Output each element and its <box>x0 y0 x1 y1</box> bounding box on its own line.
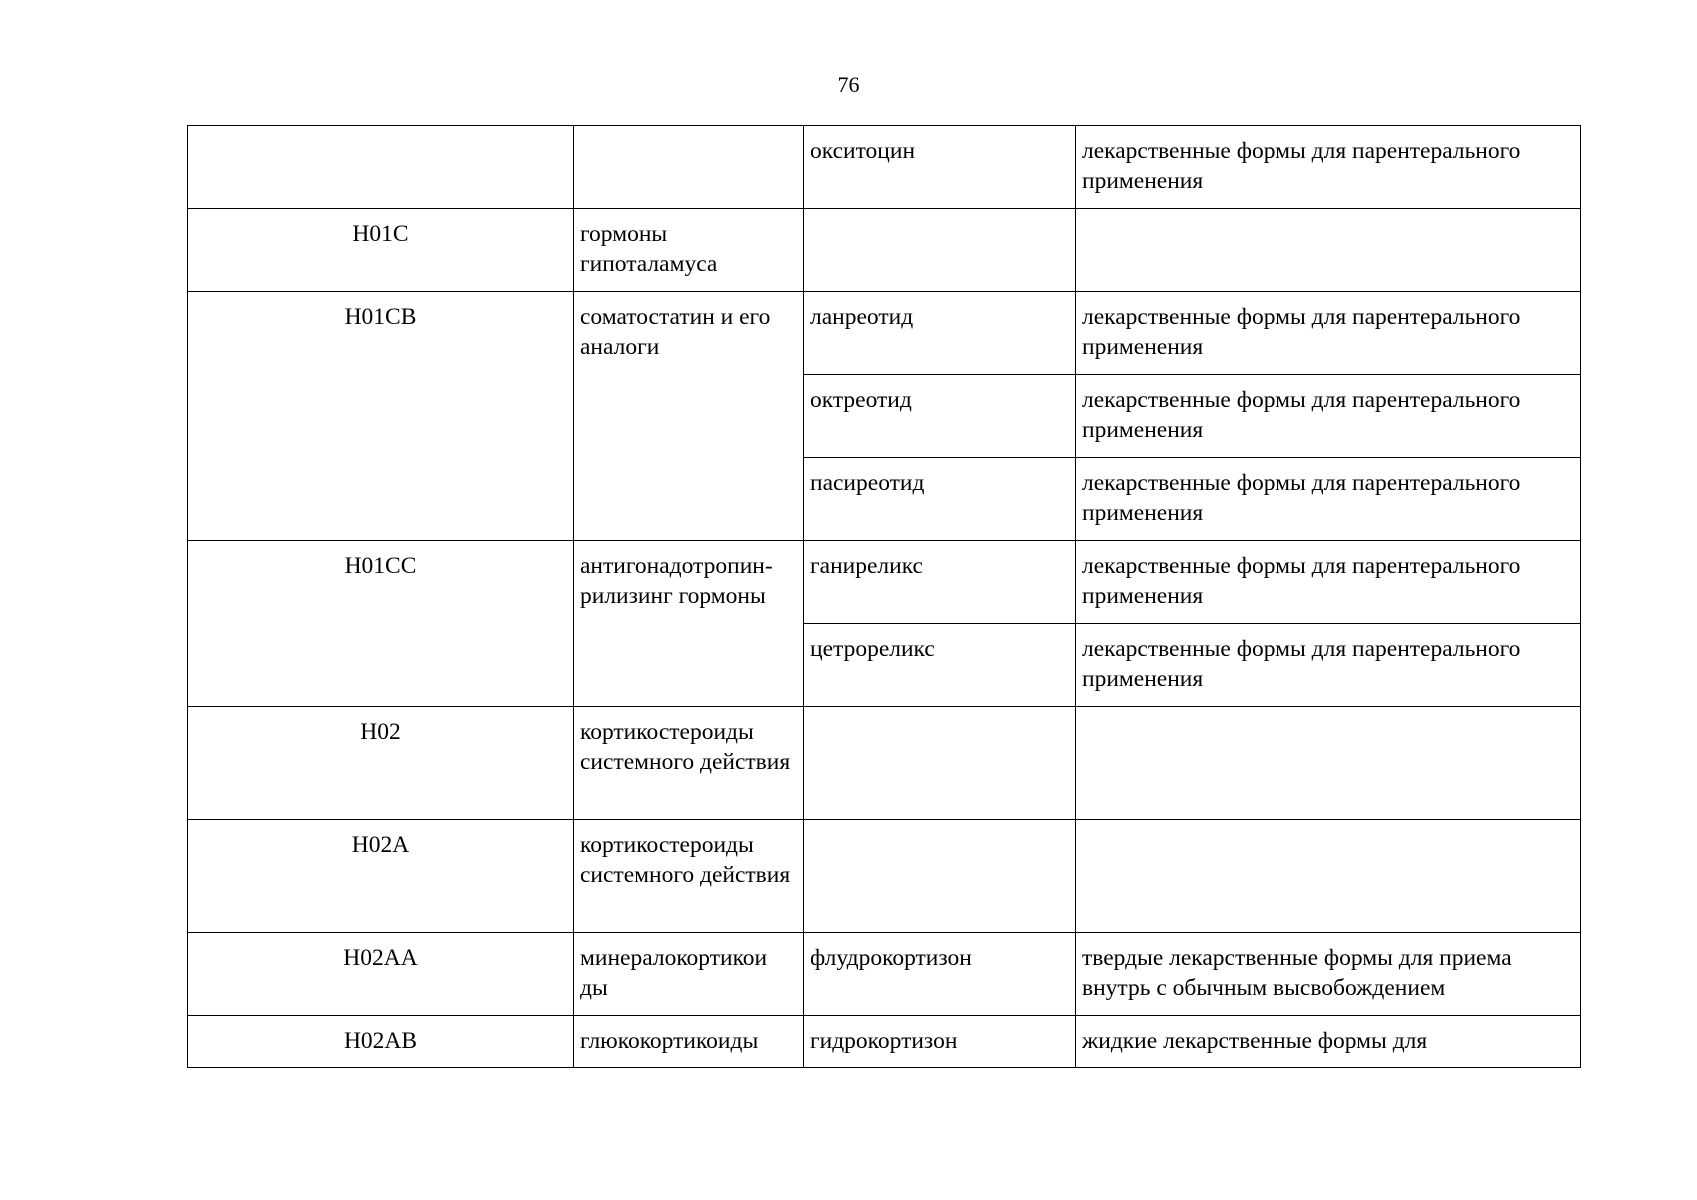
atc-code-cell: H02AB <box>188 1016 574 1068</box>
drug-cell <box>804 707 1076 820</box>
table-row <box>188 933 1581 1016</box>
table-row <box>188 209 1581 292</box>
page-number: 76 <box>837 72 860 97</box>
group-cell: минералокортикои ды <box>574 933 804 1016</box>
dosage-form-cell: лекарственные формы для парентерального применения <box>1076 126 1581 209</box>
table-row <box>188 820 1581 933</box>
table-row <box>188 1016 1581 1068</box>
group-cell: соматостатин и его аналоги <box>574 292 804 541</box>
drug-cell: флудрокортизон <box>804 933 1076 1016</box>
dosage-form-cell: лекарственные формы для парентерального применения <box>1076 624 1581 707</box>
group-cell: антигонадотропин-рилизинг гормоны <box>574 541 804 707</box>
dosage-form-cell: лекарственные формы для парентерального применения <box>1076 458 1581 541</box>
atc-code-cell: H02AA <box>188 933 574 1016</box>
group-cell <box>574 126 804 209</box>
atc-code-cell <box>188 126 574 209</box>
group-cell: кортикостероиды системного действия <box>574 707 804 820</box>
drug-cell: пасиреотид <box>804 458 1076 541</box>
atc-code-cell: H01CB <box>188 292 574 541</box>
drug-cell: окситоцин <box>804 126 1076 209</box>
dosage-form-cell <box>1076 707 1581 820</box>
dosage-form-cell: жидкие лекарственные формы для <box>1076 1016 1581 1068</box>
dosage-form-cell <box>1076 820 1581 933</box>
atc-code-cell: H02A <box>188 820 574 933</box>
dosage-form-cell: лекарственные формы для парентерального применения <box>1076 375 1581 458</box>
group-cell: гормоны гипоталамуса <box>574 209 804 292</box>
table-row <box>188 126 1581 209</box>
dosage-form-cell: лекарственные формы для парентерального применения <box>1076 541 1581 624</box>
drug-cell <box>804 209 1076 292</box>
atc-code-cell: H01C <box>188 209 574 292</box>
atc-code-cell: H02 <box>188 707 574 820</box>
dosage-form-cell: твердые лекарственные формы для приема внутрь с обычным высвобождением <box>1076 933 1581 1016</box>
dosage-form-cell <box>1076 209 1581 292</box>
atc-code-cell: H01CC <box>188 541 574 707</box>
group-cell: кортикостероиды системного действия <box>574 820 804 933</box>
drug-cell <box>804 820 1076 933</box>
drug-cell: октреотид <box>804 375 1076 458</box>
table-row <box>188 292 1581 375</box>
group-cell: глюкокортикоиды <box>574 1016 804 1068</box>
drug-table <box>187 125 1581 1068</box>
table-row <box>188 707 1581 820</box>
drug-cell: ганиреликс <box>804 541 1076 624</box>
drug-cell: цетрореликс <box>804 624 1076 707</box>
drug-cell: ланреотид <box>804 292 1076 375</box>
dosage-form-cell: лекарственные формы для парентерального применения <box>1076 292 1581 375</box>
drug-cell: гидрокортизон <box>804 1016 1076 1068</box>
table-row <box>188 541 1581 624</box>
